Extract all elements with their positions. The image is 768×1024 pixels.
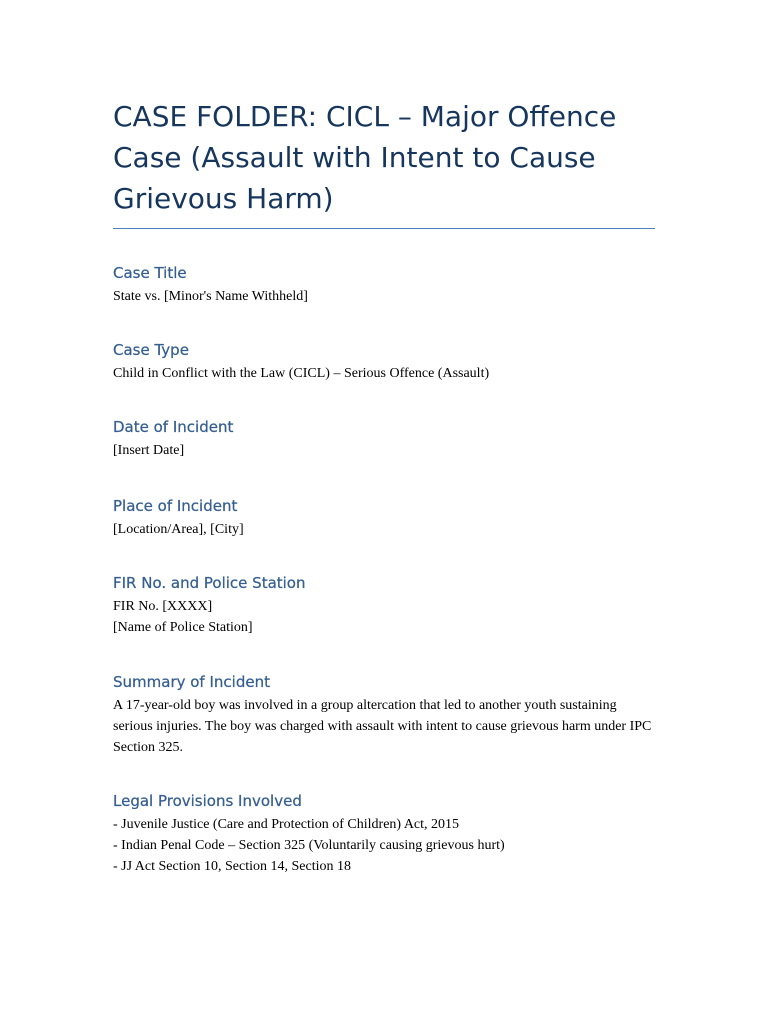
- document-title: CASE FOLDER: CICL – Major Offence Case (Assault with Intent to Cause Grievous Harm): [113, 96, 655, 229]
- section-body: [113, 695, 655, 758]
- section-heading: Case Title: [113, 264, 187, 282]
- section-date-of-incident: [113, 417, 655, 461]
- section-summary-of-incident: [113, 672, 655, 758]
- section-heading: FIR No. and Police Station: [113, 574, 306, 592]
- document-page: [113, 96, 655, 877]
- section-body: [113, 596, 655, 638]
- section-body: [113, 814, 655, 877]
- section-place-of-incident: [113, 496, 655, 540]
- body-line: State vs. [Minor's Name Withheld]: [113, 289, 308, 304]
- body-line: [Location/Area], [City]: [113, 522, 244, 537]
- list-item: - JJ Act Section 10, Section 14, Section 18: [113, 859, 351, 874]
- section-case-type: [113, 340, 655, 384]
- section-heading: Date of Incident: [113, 418, 234, 436]
- section-body: [113, 440, 655, 461]
- body-line: [Name of Police Station]: [113, 620, 253, 635]
- section-body: [113, 519, 655, 540]
- section-heading: Legal Provisions Involved: [113, 792, 302, 810]
- section-fir-police-station: [113, 573, 655, 638]
- body-line: [Insert Date]: [113, 443, 185, 458]
- section-body: [113, 286, 655, 307]
- section-case-title: [113, 263, 655, 307]
- section-body: [113, 363, 655, 384]
- body-line: FIR No. [XXXX]: [113, 599, 213, 614]
- list-item: - Juvenile Justice (Care and Protection of Children) Act, 2015: [113, 817, 460, 832]
- body-line: Child in Conflict with the Law (CICL) – Serious Offence (Assault): [113, 366, 490, 381]
- section-legal-provisions: [113, 791, 655, 877]
- section-heading: Case Type: [113, 341, 189, 359]
- section-heading: Place of Incident: [113, 497, 238, 515]
- section-heading: Summary of Incident: [113, 673, 270, 691]
- list-item: - Indian Penal Code – Section 325 (Voluntarily causing grievous hurt): [113, 838, 505, 853]
- body-paragraph: A 17-year-old boy was involved in a group altercation that led to another youth sustaining serious injuries. The boy was charged with assault with intent to cause grievous harm under IPC Section 325.: [113, 698, 652, 755]
